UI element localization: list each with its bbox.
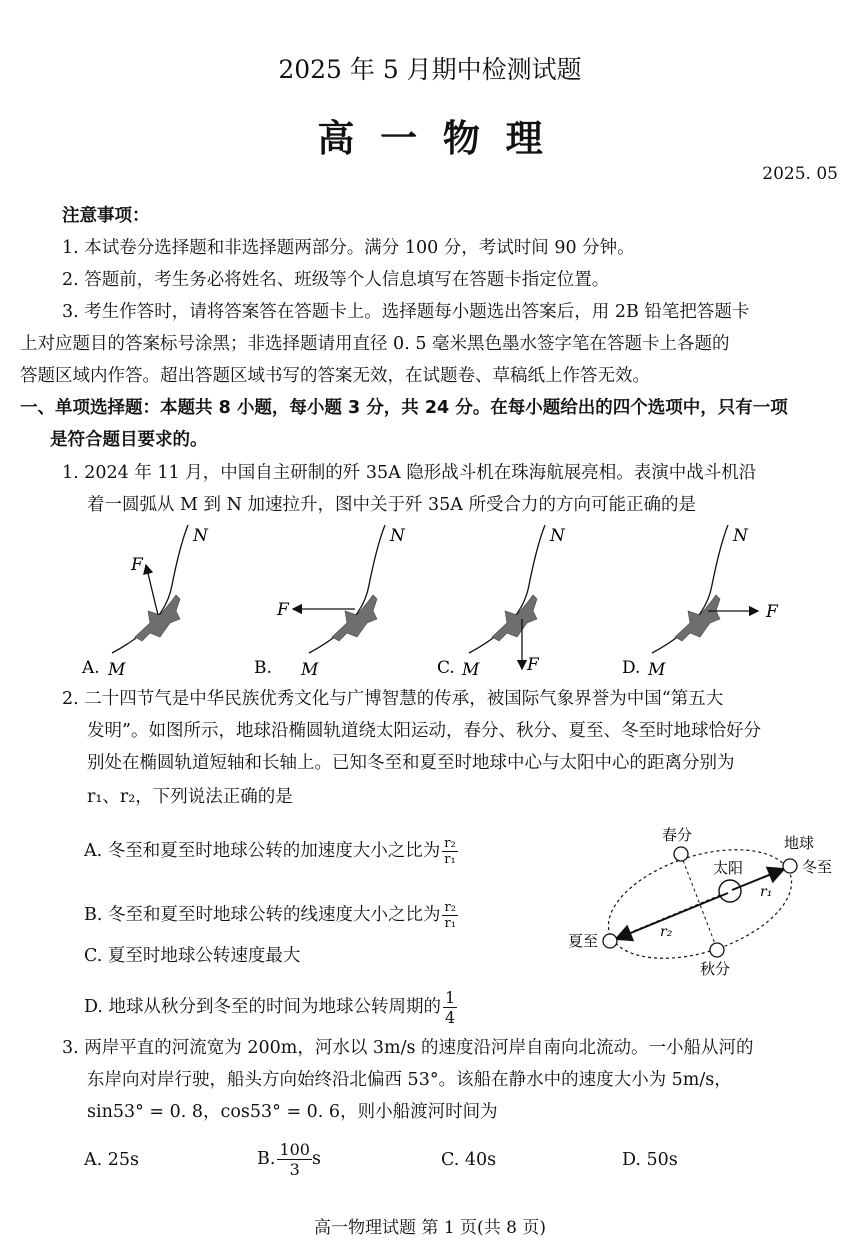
option-letter: D. (622, 658, 641, 678)
question-3-cont: sin53° = 0. 8，cos53° = 0. 6，则小船渡河时间为 (87, 1102, 498, 1122)
question-2-cont: 别处在椭圆轨道短轴和长轴上。已知冬至和夏至时地球中心与太阳中心的距离分别为 (87, 753, 735, 773)
q3-option-c: C. 40s (441, 1150, 497, 1170)
summer-label: 夏至 (568, 932, 599, 950)
autumn-label: 秋分 (700, 960, 731, 978)
question-3-cont: 东岸向对岸行驶，船头方向始终沿北偏西 53°。该船在静水中的速度大小为 5m/s， (87, 1070, 732, 1090)
q3-option-b: B. $\frac{100}{3}$ s (257, 1140, 321, 1179)
q2-option-a: A. 冬至和夏至时地球公转的加速度大小之比为 $\frac{\text{r₂}}{\text{r₁}}$ (84, 836, 456, 867)
option-letter: A. (82, 658, 100, 678)
orbit-diagram (560, 818, 850, 988)
earth-spring-icon (674, 847, 688, 861)
force-label: F (131, 555, 143, 575)
point-n-label: N (550, 526, 565, 546)
sun-icon (719, 880, 741, 902)
point-m-label: M (301, 660, 319, 680)
question-3: 3. 两岸平直的河流宽为 200m，河水以 3m/s 的速度沿河岸自南向北流动。一小船从河的 (62, 1038, 754, 1058)
notice-item-3-cont: 答题区域内作答。超出答题区域书写的答案无效，在试题卷、草稿纸上作答无效。 (20, 366, 650, 386)
minor-axis (681, 855, 717, 949)
q1-option-c-figure (437, 525, 566, 680)
point-m-label: M (462, 660, 480, 680)
point-m-label: M (108, 660, 126, 680)
trajectory-path (469, 525, 545, 653)
trajectory-path (309, 525, 385, 653)
earth-summer-icon (603, 934, 617, 948)
notice-item-3: 3. 考生作答时，请将答案答在答题卡上。选择题每小题选出答案后，用 2B 铅笔把答题卡 (62, 302, 750, 322)
earth-winter-icon (783, 859, 797, 873)
exam-date: 2025. 05 (762, 164, 838, 184)
q3-option-a: A. 25s (84, 1150, 140, 1170)
exam-title: 2025 年 5 月期中检测试题 (278, 55, 582, 84)
notice-title: 注意事项： (62, 206, 150, 226)
notice-item-1: 1. 本试卷分选择题和非选择题两部分。满分 100 分，考试时间 90 分钟。 (62, 238, 635, 258)
spring-label: 春分 (662, 826, 693, 844)
earth-autumn-icon (710, 943, 724, 957)
q1-figures (0, 515, 860, 685)
q2-option-d: D. 地球从秋分到冬至的时间为地球公转周期的 $\frac{1}{4}$ (84, 988, 456, 1027)
trajectory-path (652, 525, 728, 653)
jet-icon (332, 595, 377, 641)
trajectory-path (112, 525, 188, 653)
jet-icon (675, 595, 720, 641)
earth-label: 地球 (784, 834, 815, 852)
question-1-cont: 着一圆弧从 M 到 N 加速拉升，图中关于歼 35A 所受合力的方向可能正确的是 (87, 495, 697, 515)
notice-item-3-cont: 上对应题目的答案标号涂黑；非选择题请用直径 0. 5 毫米黑色墨水签字笔在答题卡上各题的 (20, 334, 730, 354)
point-n-label: N (390, 526, 405, 546)
question-2: 2. 二十四节气是中华民族优秀文化与广博智慧的传承，被国际气象界誉为中国“第五大 (62, 689, 724, 709)
q3-option-d: D. 50s (622, 1150, 678, 1170)
option-letter: B. (254, 658, 272, 678)
sun-label: 太阳 (713, 859, 744, 877)
q1-option-a-figure (81, 525, 209, 680)
page-footer: 高一物理试题 第 1 页(共 8 页) (314, 1218, 546, 1238)
option-letter: C. (437, 658, 455, 678)
section-heading: 一、单项选择题：本题共 8 小题，每小题 3 分，共 24 分。在每小题给出的四个选项中，只有一项 (20, 398, 788, 418)
force-arrow (146, 565, 158, 615)
question-1: 1. 2024 年 11 月，中国自主研制的歼 35A 隐形战斗机在珠海航展亮相。表演中战斗机沿 (62, 463, 757, 483)
force-label: F (527, 655, 539, 675)
force-label: F (766, 602, 778, 622)
point-m-label: M (648, 660, 666, 680)
section-heading-cont: 是符合题目要求的。 (50, 430, 208, 450)
jet-icon (492, 595, 537, 641)
q2-option-c: C. 夏至时地球公转速度最大 (84, 946, 301, 966)
notice-item-2: 2. 答题前，考生务必将姓名、班级等个人信息填写在答题卡指定位置。 (62, 270, 610, 290)
q1-option-d-figure (622, 525, 779, 680)
question-2-cont: 发明”。如图所示，地球沿椭圆轨道绕太阳运动，春分、秋分、夏至、冬至时地球恰好分 (87, 721, 761, 741)
point-n-label: N (193, 526, 208, 546)
force-label: F (277, 600, 289, 620)
jet-icon (135, 595, 180, 641)
r2-label: r₂ (660, 924, 673, 940)
winter-label: 冬至 (802, 858, 833, 876)
q1-option-b-figure (254, 525, 406, 680)
subject-title: 高 一 物 理 (317, 117, 543, 160)
point-n-label: N (733, 526, 748, 546)
r1-label: r₁ (760, 884, 773, 900)
question-2-cont: r₁、r₂，下列说法正确的是 (87, 787, 293, 807)
q2-option-b: B. 冬至和夏至时地球公转的线速度大小之比为 $\frac{\text{r₂}}{\text{r₁}}$ (84, 900, 456, 931)
